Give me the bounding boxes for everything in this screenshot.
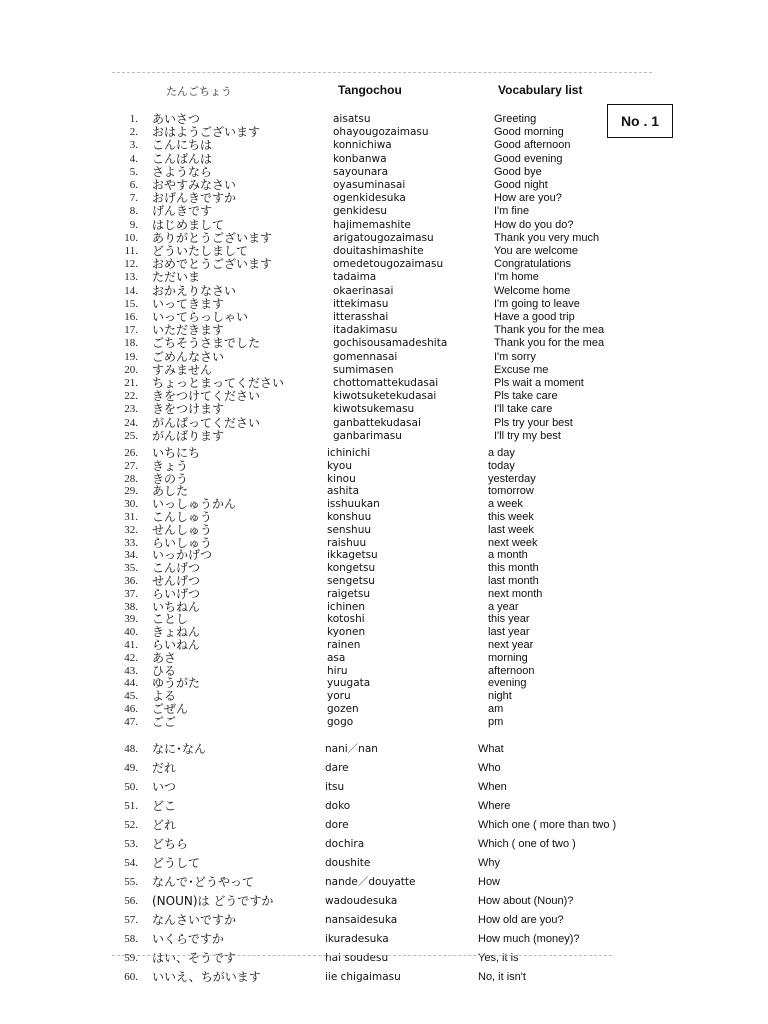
vocab-number: 36.	[124, 575, 138, 587]
japanese-term: おかえりなさい	[152, 283, 237, 298]
vocab-number: 9.	[129, 218, 138, 231]
english-meaning: a day	[488, 447, 515, 459]
vocab-row	[0, 363, 768, 377]
vocab-number: 6.	[129, 179, 138, 191]
romaji-term: asa	[327, 651, 346, 664]
vocab-number: 58.	[124, 933, 138, 945]
vocab-number: 10.	[124, 231, 138, 244]
english-meaning: Yes, it is	[478, 952, 519, 964]
vocab-row	[0, 376, 768, 390]
japanese-term: どういたしまして	[152, 244, 249, 258]
vocab-number: 8.	[129, 205, 138, 218]
english-meaning: I'm going to leave	[494, 297, 580, 310]
english-meaning: I'll take care	[494, 403, 553, 416]
romaji-term: doko	[325, 800, 351, 812]
japanese-term: こんしゅう	[152, 510, 213, 524]
romaji-term: gomennasai	[333, 350, 398, 363]
japanese-term: だれ	[152, 761, 177, 775]
english-meaning: this week	[488, 511, 534, 523]
english-meaning: morning	[488, 651, 528, 664]
vocab-row	[0, 429, 768, 443]
japanese-term: どうして	[152, 856, 201, 870]
japanese-term: せんげつ	[152, 574, 201, 588]
vocab-number: 7.	[129, 192, 138, 205]
japanese-term: おはようございます	[152, 125, 261, 140]
vocab-row	[0, 799, 768, 813]
romaji-term: ohayougozaimasu	[333, 126, 429, 139]
romaji-term: douitashimashite	[333, 245, 424, 257]
vocab-number: 56.	[124, 895, 138, 907]
romaji-term: kyou	[327, 459, 352, 472]
vocab-number: 29.	[124, 485, 138, 498]
vocab-row	[0, 257, 768, 271]
english-meaning: Thank you very much	[494, 231, 600, 244]
romaji-term: chottomattekudasai	[333, 377, 439, 389]
english-meaning: Congratulations	[494, 258, 572, 271]
vocab-row	[0, 742, 768, 756]
vocab-row	[0, 178, 768, 192]
vocab-number: 27.	[124, 459, 138, 472]
vocab-row	[0, 416, 768, 430]
romaji-term: nansaidesuka	[325, 914, 398, 926]
english-meaning: am	[488, 703, 504, 715]
vocab-number: 37.	[124, 587, 138, 600]
vocab-number: 43.	[124, 664, 138, 677]
vocab-row	[0, 284, 768, 298]
english-meaning: this month	[488, 562, 539, 575]
english-meaning: last year	[488, 626, 530, 639]
romaji-term: raishuu	[327, 536, 367, 549]
vocab-number: 4.	[129, 152, 138, 165]
japanese-term: こんばんは	[152, 151, 213, 166]
vocab-row	[0, 780, 768, 794]
vocab-row	[0, 310, 768, 324]
english-meaning: Where	[478, 800, 511, 812]
english-meaning: a week	[488, 498, 523, 511]
english-meaning: last month	[488, 575, 539, 587]
japanese-term: あさ	[152, 650, 177, 665]
japanese-term: はじめまして	[152, 217, 225, 232]
romaji-term: hiru	[327, 664, 348, 677]
vocab-number: 45.	[124, 690, 138, 703]
vocab-number: 12.	[124, 258, 138, 271]
romaji-term: ganbarimasu	[333, 429, 402, 442]
japanese-term: ひる	[152, 663, 177, 678]
vocab-number: 31.	[124, 511, 138, 523]
page-number-badge: No . 1	[607, 104, 673, 138]
vocab-number: 55.	[124, 876, 138, 888]
english-meaning: Pls try your best	[494, 416, 573, 429]
japanese-term: ごご	[152, 714, 177, 729]
english-meaning: How	[478, 876, 501, 888]
vocab-number: 2.	[129, 126, 138, 139]
japanese-term: ごちそうさまでした	[152, 336, 261, 351]
japanese-term: がんばります	[152, 428, 225, 443]
romaji-term: ganbattekudasai	[333, 416, 421, 429]
vocab-row	[0, 350, 768, 364]
english-meaning: yesterday	[488, 472, 536, 485]
vocab-row	[0, 323, 768, 337]
english-meaning: Excuse me	[494, 363, 549, 376]
japanese-term: いつ	[152, 780, 177, 794]
japanese-term: どこ	[152, 799, 177, 813]
romaji-term: ogenkidesuka	[333, 192, 406, 205]
romaji-term: dare	[325, 762, 349, 774]
romaji-term: nani／nan	[325, 743, 378, 755]
japanese-term: こんげつ	[152, 561, 201, 576]
romaji-term: sengetsu	[327, 575, 375, 587]
vocab-number: 5.	[129, 165, 138, 178]
romaji-term: dore	[325, 819, 349, 831]
vocab-number: 33.	[124, 536, 138, 549]
vocab-row	[0, 191, 768, 205]
vocab-row	[0, 951, 768, 965]
japanese-term: ゆうがた	[152, 676, 201, 691]
tangochou-header: Tangochou	[338, 83, 402, 97]
romaji-term: tadaima	[333, 271, 377, 284]
japanese-term: ことし	[152, 612, 189, 627]
vocab-number: 34.	[124, 549, 138, 562]
romaji-term: sayounara	[333, 165, 389, 178]
vocab-row	[0, 894, 768, 908]
english-meaning: Good bye	[494, 165, 542, 178]
english-meaning: evening	[488, 677, 527, 690]
english-meaning: Who	[478, 762, 501, 774]
romaji-term: kiwotsuketekudasai	[333, 390, 437, 403]
english-meaning: You are welcome	[494, 245, 578, 257]
romaji-term: yuugata	[327, 677, 371, 690]
english-meaning: I'm fine	[494, 205, 530, 218]
romaji-term: sumimasen	[333, 363, 394, 376]
japanese-term: きょねん	[152, 625, 201, 640]
vocab-row	[0, 715, 768, 729]
romaji-term: konshuu	[327, 511, 372, 523]
english-meaning: How old are you?	[478, 914, 564, 926]
japanese-term: いってらっしゃい	[152, 310, 249, 324]
english-meaning: I'll try my best	[494, 429, 561, 442]
romaji-term: gochisousamadeshita	[333, 337, 448, 350]
english-meaning: How do you do?	[494, 218, 574, 231]
english-meaning: Thank you for the mea	[494, 324, 605, 337]
scan-edge-top	[112, 72, 652, 73]
japanese-term: はい、そうです	[152, 951, 237, 965]
vocab-number: 42.	[124, 651, 138, 664]
vocab-number: 39.	[124, 613, 138, 626]
japanese-term: ありがとうございます	[152, 230, 273, 245]
romaji-term: ikkagetsu	[327, 549, 378, 562]
japanese-term: いいえ、ちがいます	[152, 970, 261, 984]
japanese-term: どれ	[152, 818, 177, 832]
vocab-number: 24.	[124, 416, 138, 429]
romaji-term: kongetsu	[327, 562, 376, 575]
vocab-number: 14.	[124, 284, 138, 297]
japanese-term: おめでとうございます	[152, 257, 273, 272]
japanese-term: こんにちは	[152, 138, 213, 153]
japanese-term: いちにち	[152, 446, 201, 460]
japanese-term: いっかげつ	[152, 548, 213, 563]
vocab-row	[0, 125, 768, 139]
japanese-term: きをつけます	[152, 402, 225, 417]
japanese-term: いくらですか	[152, 932, 224, 946]
japanese-term: あした	[152, 484, 189, 499]
vocab-number: 19.	[124, 350, 138, 363]
english-meaning: Pls wait a moment	[494, 377, 584, 389]
hiragana-title: たんごちょう	[166, 86, 232, 98]
vocab-row	[0, 270, 768, 284]
japanese-term: ただいま	[152, 270, 201, 285]
japanese-term: いっしゅうかん	[152, 497, 237, 512]
vocab-number: 18.	[124, 337, 138, 350]
romaji-term: dochira	[325, 838, 365, 850]
romaji-term: aisatsu	[333, 113, 371, 125]
japanese-term: ごめんなさい	[152, 349, 225, 364]
english-meaning: When	[478, 781, 507, 793]
english-meaning: pm	[488, 715, 504, 728]
vocab-number: 22.	[124, 390, 138, 403]
english-meaning: next month	[488, 587, 543, 600]
english-meaning: Good night	[494, 179, 548, 191]
japanese-term: いってきます	[152, 296, 225, 311]
vocab-row	[0, 244, 768, 258]
japanese-term: らいげつ	[152, 586, 201, 601]
vocab-number: 38.	[124, 600, 138, 613]
english-meaning: night	[488, 690, 512, 703]
romaji-term: nande／douyatte	[325, 876, 416, 888]
vocab-row	[0, 402, 768, 416]
vocab-row	[0, 152, 768, 166]
english-meaning: last week	[488, 523, 534, 536]
scan-edge-bottom	[112, 955, 612, 956]
english-meaning: How are you?	[494, 192, 562, 205]
vocab-row	[0, 932, 768, 946]
vocab-number: 25.	[124, 429, 138, 442]
romaji-term: itterasshai	[333, 311, 389, 323]
vocab-number: 21.	[124, 377, 138, 389]
vocab-number: 48.	[124, 743, 138, 755]
japanese-term: すみません	[152, 362, 213, 377]
romaji-term: yoru	[327, 690, 351, 703]
japanese-term: がんばってください	[152, 415, 261, 430]
romaji-term: doushite	[325, 857, 371, 869]
english-meaning: a month	[488, 549, 528, 562]
vocab-number: 26.	[124, 447, 138, 459]
romaji-term: ikuradesuka	[325, 933, 389, 945]
english-meaning: next year	[488, 639, 534, 651]
english-meaning: Which ( one of two )	[478, 838, 576, 850]
english-meaning: What	[478, 743, 504, 755]
english-meaning: Pls take care	[494, 390, 558, 403]
romaji-term: itsu	[325, 781, 345, 793]
english-meaning: this year	[488, 613, 530, 626]
vocab-number: 11.	[124, 245, 138, 257]
japanese-term: なんで･どうやって	[152, 875, 255, 889]
vocab-number: 40.	[124, 626, 138, 639]
vocab-number: 17.	[124, 324, 138, 337]
vocab-number: 30.	[124, 498, 138, 511]
vocab-number: 50.	[124, 781, 138, 793]
japanese-term: ちょっとまってください	[152, 376, 285, 390]
vocab-number: 35.	[124, 562, 138, 575]
vocab-row	[0, 231, 768, 245]
vocab-number: 46.	[124, 703, 138, 715]
japanese-term: あいさつ	[152, 112, 201, 126]
vocab-number: 16.	[124, 311, 138, 323]
vocab-row	[0, 165, 768, 179]
vocab-row	[0, 913, 768, 927]
english-meaning: Greeting	[494, 113, 537, 125]
vocab-row	[0, 336, 768, 350]
english-meaning: tomorrow	[488, 485, 534, 498]
english-meaning: Have a good trip	[494, 311, 575, 323]
japanese-term: (NOUN)は どうですか	[152, 894, 274, 908]
vocab-number: 57.	[124, 914, 138, 926]
romaji-term: senshuu	[327, 523, 372, 536]
vocab-number: 1.	[129, 113, 138, 125]
romaji-term: isshuukan	[327, 498, 380, 511]
romaji-term: iie chigaimasu	[325, 971, 401, 983]
vocab-number: 28.	[124, 472, 138, 485]
english-meaning: How about (Noun)?	[478, 895, 574, 907]
vocab-row	[0, 218, 768, 232]
japanese-term: きをつけてください	[152, 389, 261, 404]
english-meaning: How much (money)?	[478, 933, 580, 945]
vocab-number: 44.	[124, 677, 138, 690]
romaji-term: wadoudesuka	[325, 895, 398, 907]
vocab-number: 3.	[129, 139, 138, 152]
english-meaning: Which one ( more than two )	[478, 819, 617, 831]
vocab-number: 15.	[124, 297, 138, 310]
romaji-term: oyasuminasai	[333, 179, 406, 191]
romaji-term: ichinichi	[327, 447, 371, 459]
english-meaning: a year	[488, 600, 519, 613]
romaji-term: gogo	[327, 715, 354, 728]
vocab-number: 53.	[124, 838, 138, 850]
japanese-term: らいねん	[152, 638, 201, 652]
vocab-row	[0, 856, 768, 870]
romaji-term: kyonen	[327, 626, 366, 639]
romaji-term: hai soudesu	[325, 952, 389, 964]
vocab-row	[0, 138, 768, 152]
vocab-row	[0, 875, 768, 889]
vocab-row	[0, 297, 768, 311]
english-meaning: today	[488, 459, 515, 472]
japanese-term: おやすみなさい	[152, 178, 237, 192]
vocab-number: 60.	[124, 971, 138, 983]
romaji-term: ashita	[327, 485, 360, 498]
english-meaning: Why	[478, 857, 500, 869]
vocab-row	[0, 837, 768, 851]
romaji-term: konbanwa	[333, 152, 387, 165]
vocab-row	[0, 389, 768, 403]
vocab-number: 20.	[124, 363, 138, 376]
english-meaning: Good afternoon	[494, 139, 571, 152]
romaji-term: ichinen	[327, 600, 366, 613]
japanese-term: きのう	[152, 471, 189, 486]
vocab-row	[0, 112, 768, 126]
romaji-term: genkidesu	[333, 205, 388, 218]
japanese-term: げんきです	[152, 204, 213, 219]
vocab-number: 59.	[124, 952, 138, 964]
vocab-number: 41.	[124, 639, 138, 651]
japanese-term: どちら	[152, 837, 189, 851]
vocab-number: 32.	[124, 523, 138, 536]
vocab-number: 13.	[124, 271, 138, 284]
japanese-term: よる	[152, 689, 177, 704]
romaji-term: kinou	[327, 472, 356, 485]
english-meaning: Good evening	[494, 152, 563, 165]
japanese-term: なんさいですか	[152, 913, 237, 927]
romaji-term: gozen	[327, 703, 359, 715]
japanese-term: いちねん	[152, 599, 201, 614]
vocab-number: 51.	[124, 800, 138, 812]
romaji-term: okaerinasai	[333, 284, 394, 297]
vocab-row	[0, 204, 768, 218]
japanese-term: おげんきですか	[152, 191, 237, 206]
english-meaning: Welcome home	[494, 284, 571, 297]
romaji-term: kotoshi	[327, 613, 365, 626]
romaji-term: ittekimasu	[333, 297, 389, 310]
romaji-term: arigatougozaimasu	[333, 231, 434, 244]
vocabulary-list-header: Vocabulary list	[498, 83, 583, 97]
english-meaning: I'm home	[494, 271, 539, 284]
romaji-term: kiwotsukemasu	[333, 403, 415, 416]
vocab-number: 23.	[124, 403, 138, 416]
japanese-term: いただきます	[152, 323, 225, 338]
english-meaning: I'm sorry	[494, 350, 536, 363]
romaji-term: raigetsu	[327, 587, 371, 600]
romaji-term: hajimemashite	[333, 218, 411, 231]
japanese-term: さようなら	[152, 164, 213, 179]
vocab-number: 52.	[124, 819, 138, 831]
english-meaning: Good morning	[494, 126, 564, 139]
japanese-term: きょう	[152, 458, 189, 473]
japanese-term: ごぜん	[152, 702, 189, 716]
romaji-term: omedetougozaimasu	[333, 258, 444, 271]
vocab-row	[0, 818, 768, 832]
vocab-row	[0, 970, 768, 984]
english-meaning: Thank you for the mea	[494, 337, 605, 350]
vocab-number: 49.	[124, 762, 138, 774]
romaji-term: konnichiwa	[333, 139, 392, 152]
romaji-term: rainen	[327, 639, 361, 651]
japanese-term: なに･なん	[152, 742, 207, 756]
english-meaning: next week	[488, 536, 538, 549]
japanese-term: らいしゅう	[152, 535, 213, 550]
vocab-row	[0, 761, 768, 775]
english-meaning: afternoon	[488, 664, 535, 677]
vocab-number: 54.	[124, 857, 138, 869]
english-meaning: No, it isn't	[478, 971, 526, 983]
japanese-term: せんしゅう	[152, 522, 213, 537]
romaji-term: itadakimasu	[333, 324, 398, 337]
vocab-number: 47.	[124, 715, 138, 728]
